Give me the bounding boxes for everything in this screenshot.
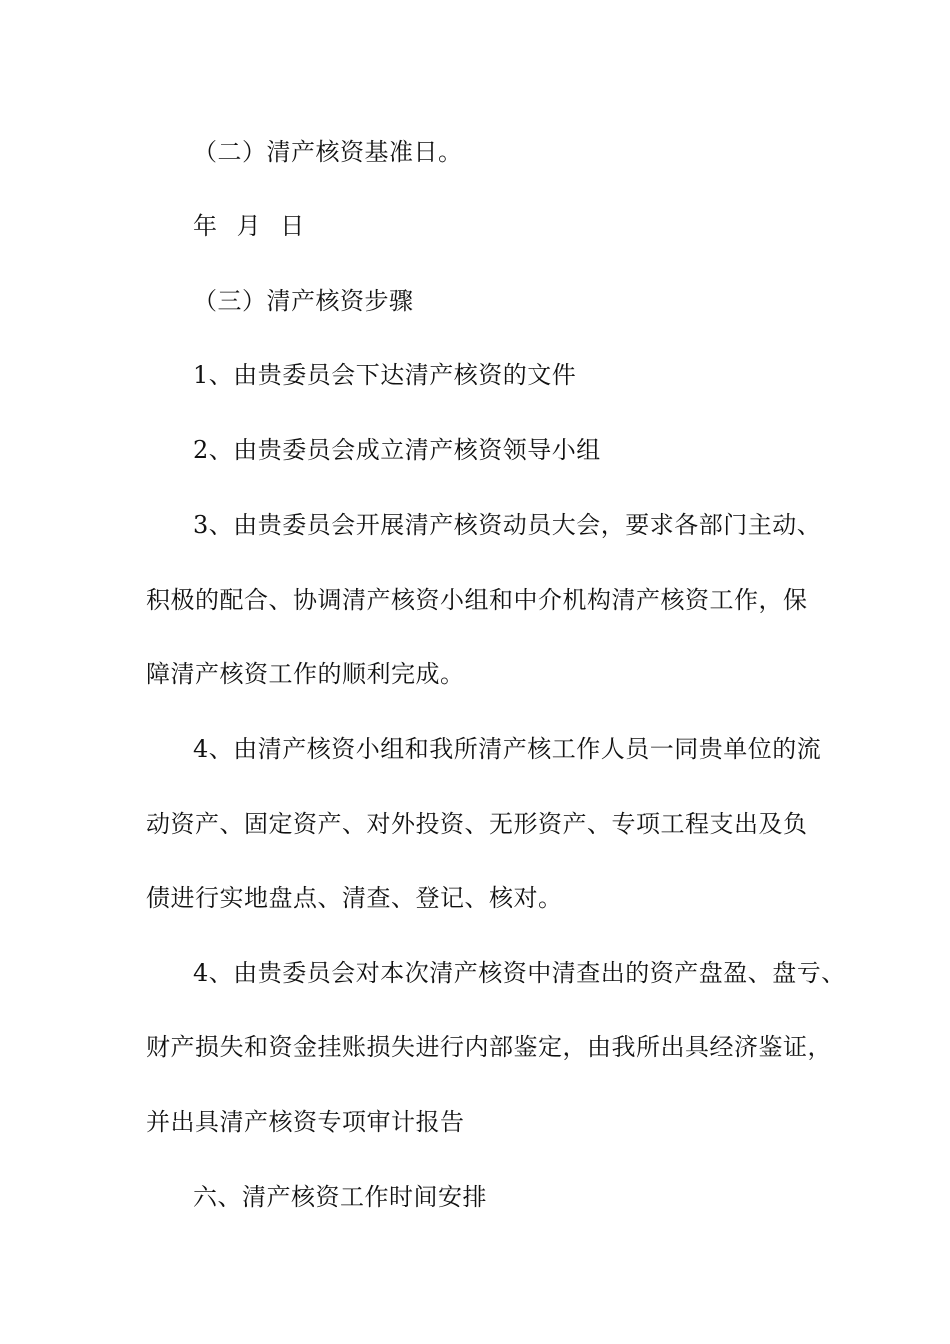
step-3-paragraph-line-1: 3、由贵委员会开展清产核资动员大会，要求各部门主动、: [193, 511, 822, 539]
step-4a-paragraph-line-2: 动资产、固定资产、对外投资、无形资产、专项工程支出及负: [146, 810, 808, 838]
step-3-paragraph-line-2: 积极的配合、协调清产核资小组和中介机构清产核资工作，保: [146, 586, 808, 614]
step-4b-paragraph-line-3: 并出具清产核资专项审计报告: [146, 1108, 465, 1136]
section-heading-schedule: 六、清产核资工作时间安排: [193, 1183, 487, 1211]
step-2-paragraph: 2、由贵委员会成立清产核资领导小组: [193, 436, 601, 464]
step-1-paragraph: 1、由贵委员会下达清产核资的文件: [193, 361, 577, 389]
step-3-paragraph-line-3: 障清产核资工作的顺利完成。: [146, 660, 465, 688]
step-4b-paragraph-line-1: 4、由贵委员会对本次清产核资中清查出的资产盘盈、盘亏、: [193, 959, 846, 987]
step-4a-paragraph-line-1: 4、由清产核资小组和我所清产核工作人员一同贵单位的流: [193, 735, 822, 763]
step-4b-paragraph-line-2: 财产损失和资金挂账损失进行内部鉴定，由我所出具经济鉴证，: [146, 1033, 832, 1061]
step-4a-paragraph-line-3: 债进行实地盘点、清查、登记、核对。: [146, 884, 563, 912]
date-placeholder-line: 年 月 日: [193, 212, 305, 240]
section-heading-base-date: （二）清产核资基准日。: [193, 138, 463, 166]
section-heading-steps: （三）清产核资步骤: [193, 287, 414, 315]
